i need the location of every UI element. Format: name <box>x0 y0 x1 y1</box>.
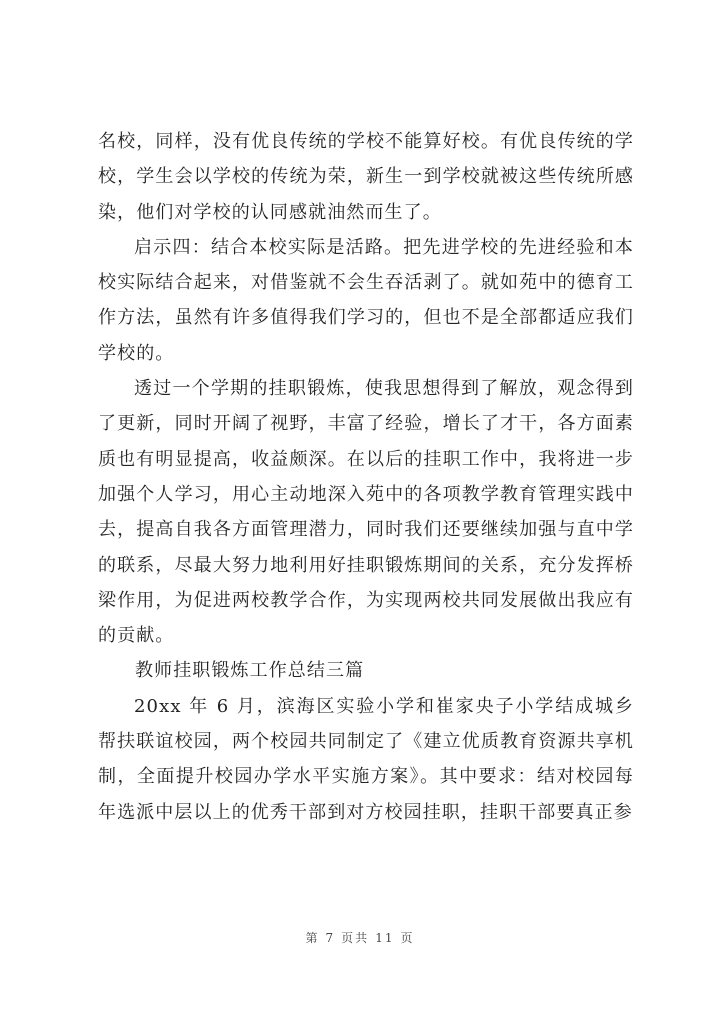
footer-suffix: 页 <box>400 931 415 945</box>
paragraph-conclusion: 透过一个学期的挂职锻炼，使我思想得到了解放，观念得到了更新，同时开阔了视野，丰富了经验，增长了才干，各方面素质也有明显提高，收益颇深。在以后的挂职工作中，我将进一步加强个人学习，用心主动地深入苑中的各项教学教育管理实践中去，提高自我各方面管理潜力，同时我们还要继续加强与直中学的联系，尽最大努力地利用好挂职锻炼期间的关系，充分发挥桥梁作用，为促进两校教学合作，为实现两校共同发展做出我应有的贡献。 <box>98 378 634 647</box>
page-footer <box>0 929 720 946</box>
footer-current-page: 7 <box>325 931 336 945</box>
paragraph-insight-four: 启示四：结合本校实际是活路。把先进学校的先进经验和本校实际结合起来，对借鉴就不会生吞活剥了。就如苑中的德育工作方法，虽然有许多值得我们学习的，但也不是全部都适应我们学校的。 <box>98 236 634 364</box>
paragraph-continuation: 名校，同样，没有优良传统的学校不能算好校。有优良传统的学校，学生会以学校的传统为荣，新生一到学校就被这些传统所感染，他们对学校的认同感就油然而生了。 <box>98 131 634 223</box>
section-heading: 教师挂职锻炼工作总结三篇 <box>135 660 365 682</box>
paragraph-intro: 20xx 年 6 月，滨海区实验小学和崔家央子小学结成城乡帮扶联谊校园，两个校园共同制定了《建立优质教育资源共享机制，全面提升校园办学水平实施方案》。其中要求：结对校园每年选派中层以上的优秀干部到对方校园挂职，挂职干部要真正参 <box>98 695 634 823</box>
footer-middle: 页共 <box>341 931 370 945</box>
body-text <box>98 124 634 830</box>
footer-prefix: 第 <box>305 931 320 945</box>
footer-total-pages: 11 <box>375 931 395 945</box>
